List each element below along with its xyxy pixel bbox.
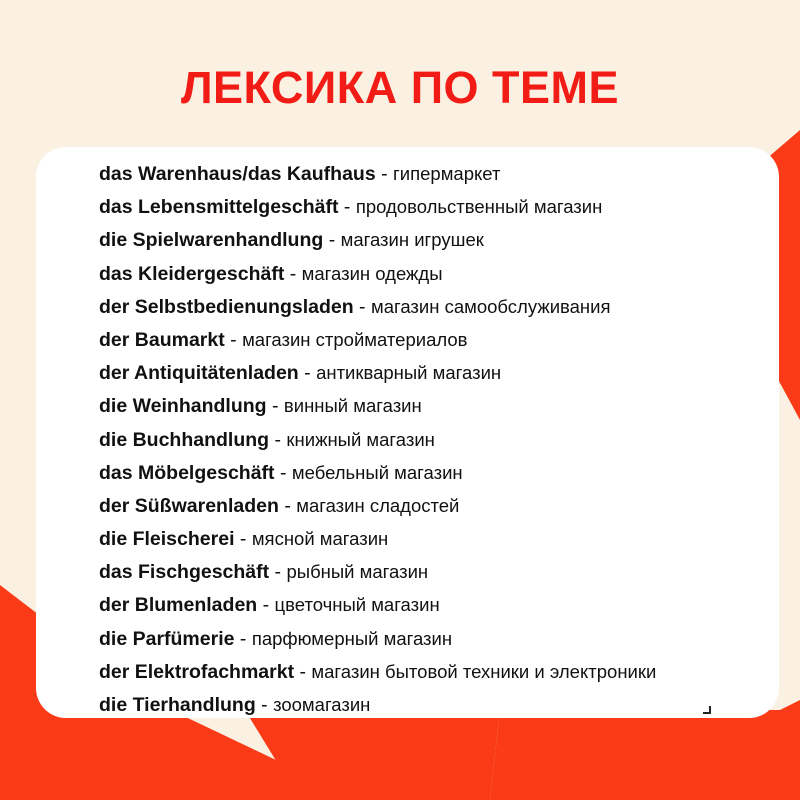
corner-mark-icon bbox=[703, 706, 711, 714]
vocabulary-term: die Buchhandlung bbox=[99, 428, 270, 451]
vocabulary-translation: винный магазин bbox=[283, 395, 422, 417]
vocabulary-item bbox=[99, 223, 769, 256]
vocabulary-card bbox=[36, 147, 779, 718]
vocabulary-translation: антикварный магазин bbox=[316, 362, 502, 384]
vocabulary-term: die Fleischerei bbox=[99, 528, 235, 551]
vocabulary-term: das Möbelgeschäft bbox=[99, 461, 275, 484]
vocabulary-item bbox=[99, 489, 769, 522]
vocabulary-translation: магазин самообслуживания bbox=[370, 295, 611, 317]
vocabulary-item bbox=[99, 257, 769, 290]
vocabulary-translation: рыбный магазин bbox=[286, 561, 429, 583]
dash-separator: - bbox=[255, 694, 274, 716]
dash-separator: - bbox=[274, 461, 292, 484]
vocabulary-term: der Antiquitätenladen bbox=[99, 362, 299, 385]
dash-separator: - bbox=[234, 627, 252, 650]
vocabulary-translation: цветочный магазин bbox=[274, 594, 440, 616]
vocabulary-item bbox=[99, 622, 769, 655]
vocabulary-term: der Süßwarenladen bbox=[99, 494, 285, 517]
vocabulary-translation: магазин игрушек bbox=[340, 229, 484, 251]
vocabulary-term: der Blumenladen bbox=[99, 594, 263, 617]
vocabulary-term: das Warenhaus/das Kaufhaus bbox=[99, 163, 376, 185]
dash-separator: - bbox=[284, 262, 302, 285]
dash-separator: - bbox=[353, 295, 371, 318]
vocabulary-term: die Tierhandlung bbox=[99, 694, 256, 716]
dash-separator: - bbox=[298, 362, 317, 385]
vocabulary-term: das Lebensmittelgeschäft bbox=[99, 196, 339, 219]
vocabulary-item bbox=[99, 157, 769, 190]
dash-separator: - bbox=[262, 594, 275, 617]
dash-separator: - bbox=[266, 395, 284, 418]
vocabulary-term: das Kleidergeschäft bbox=[99, 262, 285, 285]
dash-separator: - bbox=[269, 428, 287, 451]
dash-separator: - bbox=[294, 660, 312, 683]
vocabulary-item bbox=[99, 323, 769, 356]
vocabulary-translation: магазин одежды bbox=[301, 262, 443, 284]
vocabulary-term: der Selbstbedienungsladen bbox=[99, 295, 354, 318]
dash-separator: - bbox=[323, 229, 341, 252]
vocabulary-translation: гипермаркет bbox=[393, 163, 501, 184]
vocabulary-item bbox=[99, 688, 769, 721]
vocabulary-term: der Elektrofachmarkt bbox=[99, 660, 295, 683]
vocabulary-item bbox=[99, 555, 769, 588]
vocabulary-item bbox=[99, 522, 769, 555]
dash-separator: - bbox=[284, 494, 297, 517]
dash-separator: - bbox=[338, 196, 356, 219]
vocabulary-term: das Fischgeschäft bbox=[99, 561, 270, 584]
vocabulary-translation: магазин стройматериалов bbox=[242, 328, 468, 350]
vocabulary-translation: магазин бытовой техники и электроники bbox=[311, 660, 657, 682]
vocabulary-item bbox=[99, 290, 769, 323]
vocabulary-item bbox=[99, 588, 769, 621]
vocabulary-term: der Baumarkt bbox=[99, 328, 225, 351]
vocabulary-item bbox=[99, 655, 769, 688]
vocabulary-list bbox=[99, 157, 769, 721]
dash-separator: - bbox=[224, 328, 243, 351]
vocabulary-item bbox=[99, 389, 769, 422]
vocabulary-translation: парфюмерный магазин bbox=[251, 627, 453, 649]
vocabulary-item bbox=[99, 423, 769, 456]
vocabulary-translation: зоомагазин bbox=[273, 694, 371, 715]
vocabulary-item bbox=[99, 190, 769, 223]
vocabulary-translation: продовольственный магазин bbox=[355, 196, 603, 218]
vocabulary-term: die Parfümerie bbox=[99, 627, 235, 650]
dash-separator: - bbox=[234, 528, 252, 551]
vocabulary-term: die Weinhandlung bbox=[99, 395, 267, 418]
vocabulary-translation: магазин сладостей bbox=[296, 494, 460, 516]
vocabulary-translation: книжный магазин bbox=[286, 428, 435, 450]
vocabulary-item bbox=[99, 456, 769, 489]
vocabulary-translation: мебельный магазин bbox=[291, 461, 463, 483]
page-title: ЛЕКСИКА ПО ТЕМЕ bbox=[180, 62, 620, 113]
vocabulary-item bbox=[99, 356, 769, 389]
dash-separator: - bbox=[375, 163, 394, 185]
vocabulary-term: die Spielwarenhandlung bbox=[99, 229, 324, 252]
dash-separator: - bbox=[269, 561, 287, 584]
vocabulary-translation: мясной магазин bbox=[251, 528, 389, 550]
